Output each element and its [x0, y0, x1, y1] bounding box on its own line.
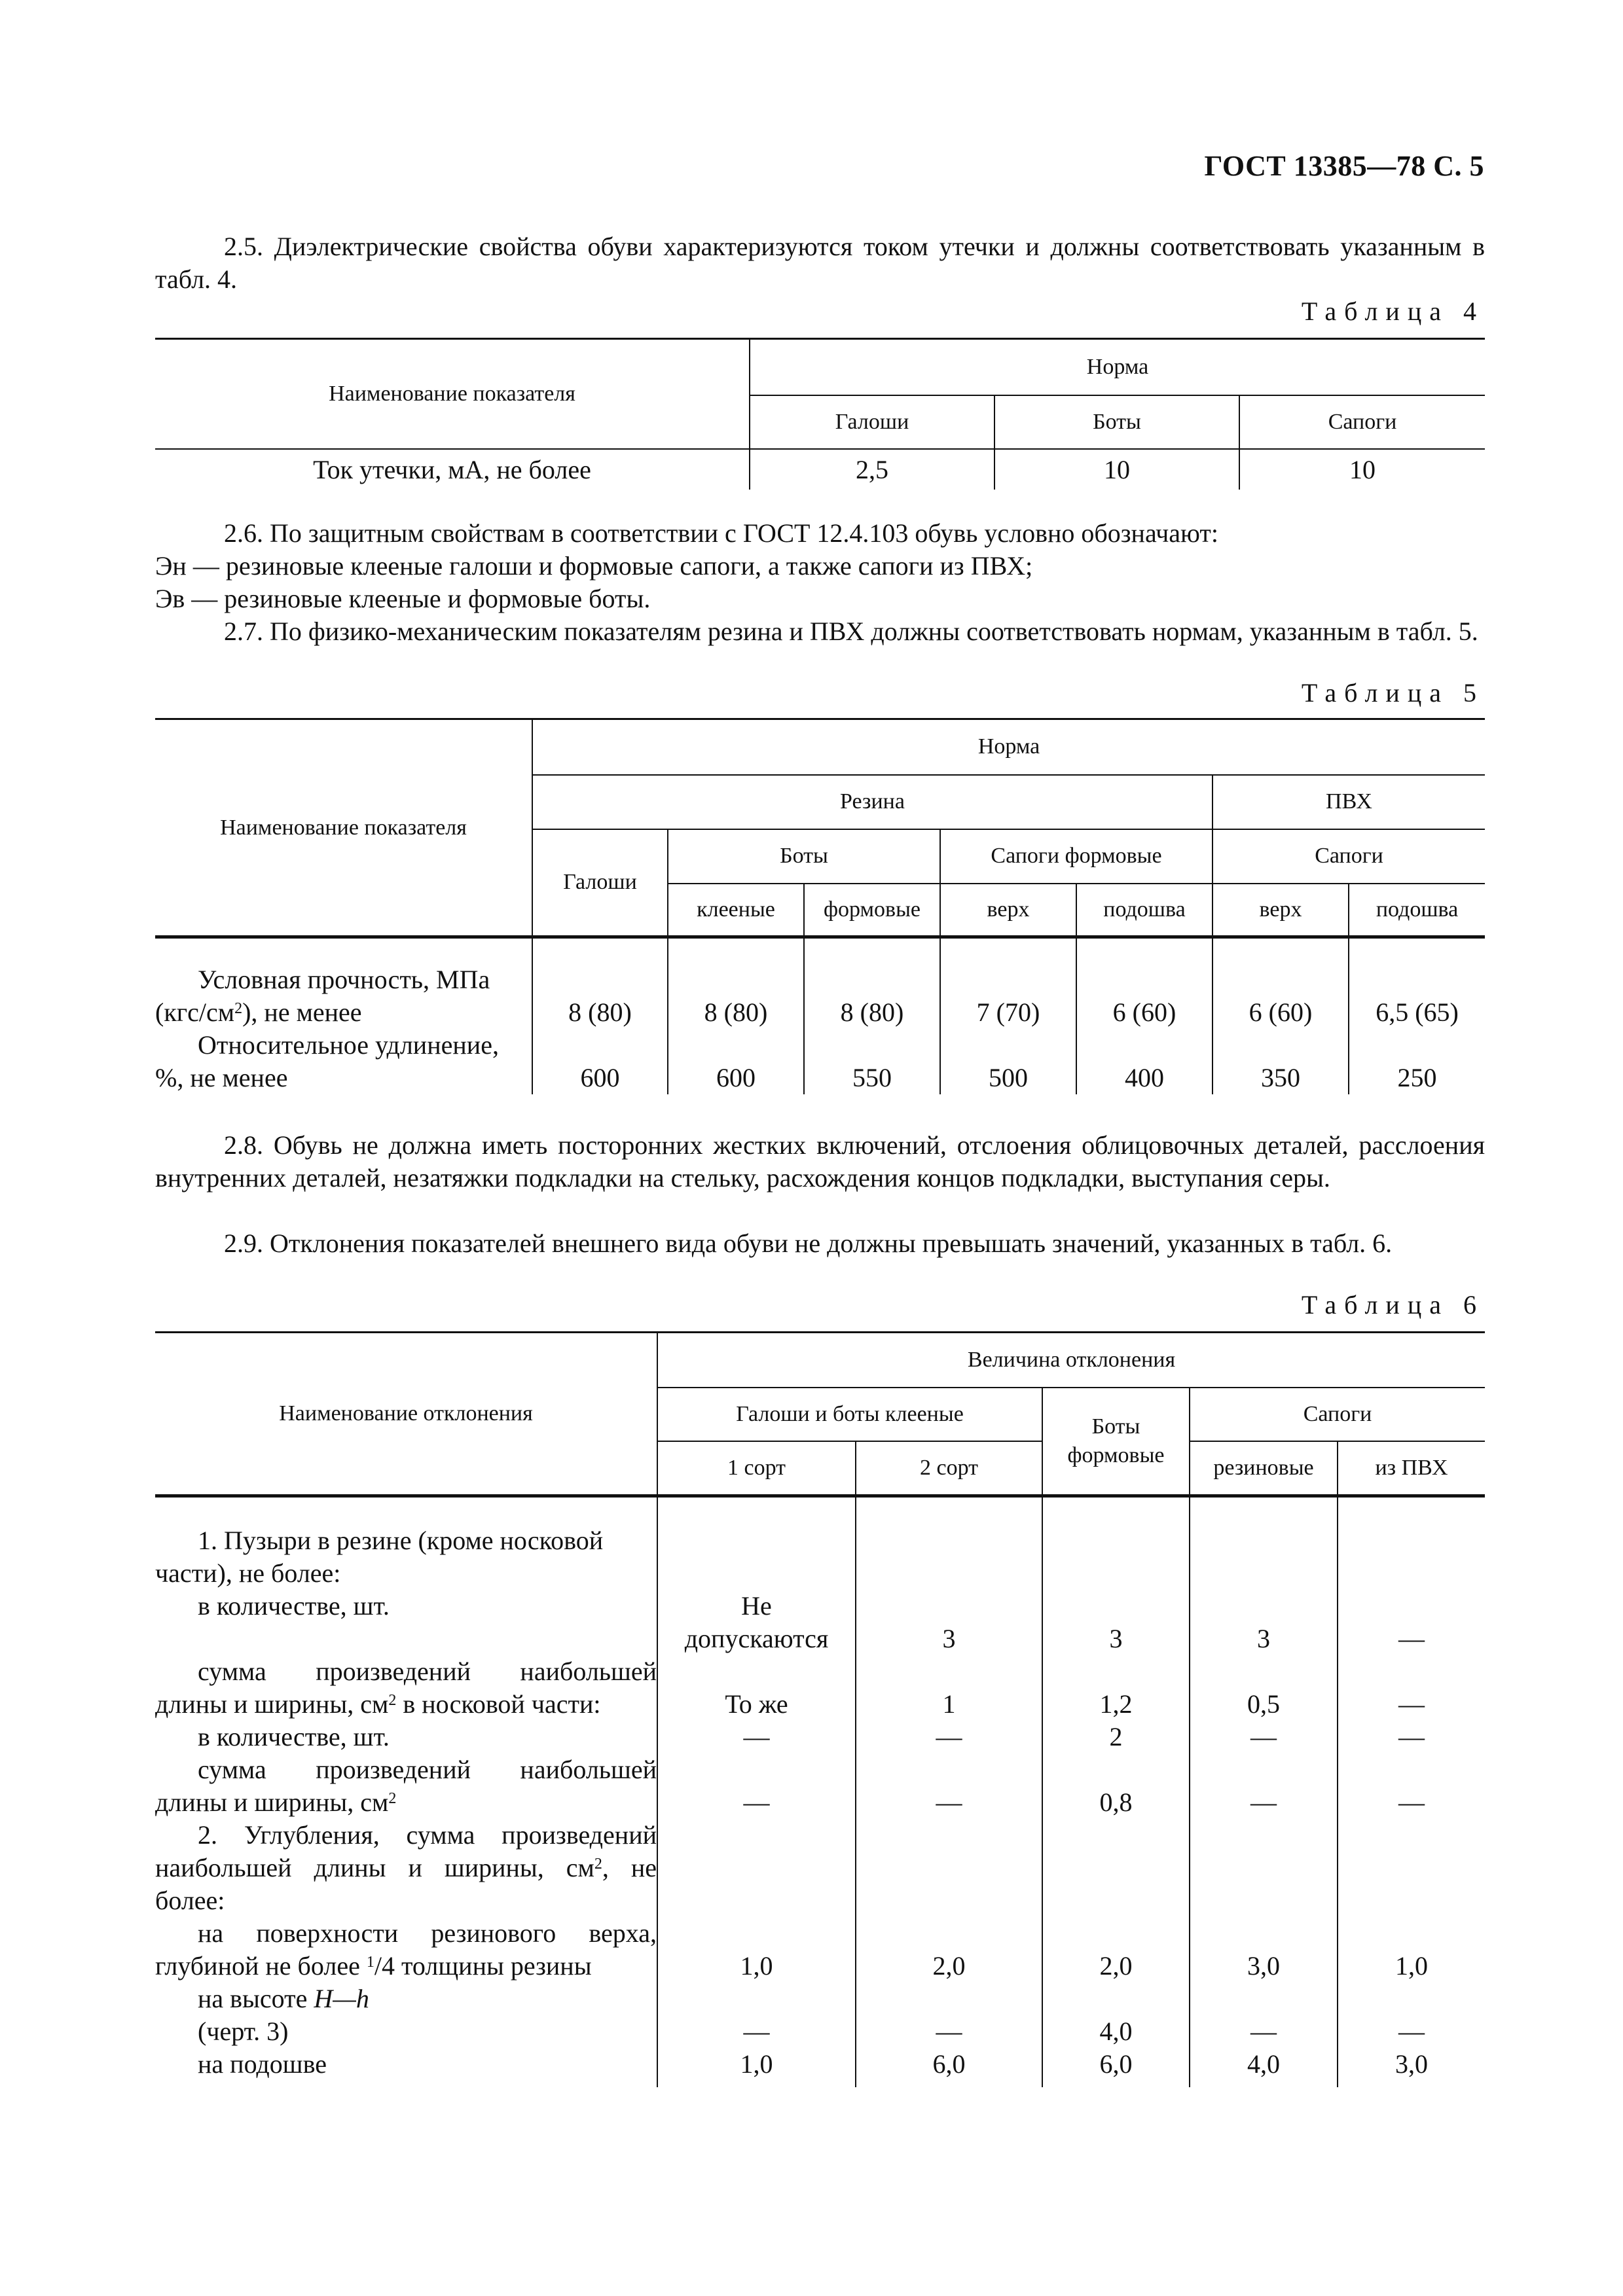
t6-cell: —	[1338, 1590, 1485, 1655]
table-5	[155, 718, 1485, 1094]
t6-r1b-label-cell	[155, 1655, 657, 1721]
t6-r2a-label-b: глубиной не более	[155, 1950, 367, 1981]
t5-row-strength-label	[155, 963, 532, 1029]
t6-r1d-label-b-wrap	[155, 1786, 657, 1819]
t6-cell: —	[1338, 1655, 1485, 1721]
t6-r1a-v1a: Не	[741, 1590, 772, 1621]
table-6-label: Таблица 6	[1301, 1290, 1484, 1319]
t5-cell: 8 (80)	[804, 963, 940, 1029]
t6-col-sort1: 1 сорт	[657, 1441, 856, 1496]
t6-cell: 4,0	[1190, 2048, 1338, 2087]
t6-cell: 3	[856, 1590, 1042, 1655]
t6-r1a-label: в количестве, шт.	[198, 1590, 390, 1621]
t6-col-pvc: из ПВХ	[1338, 1441, 1485, 1496]
t5-cell: 7 (70)	[940, 963, 1076, 1029]
t6-cell: 3,0	[1338, 2048, 1485, 2087]
t6-cell: —	[657, 1753, 856, 1819]
t6-col-molded-boots-text: Боты формовые	[1067, 1414, 1165, 1467]
t4-col-high-boots: Сапоги	[1239, 395, 1485, 449]
table-4	[155, 338, 1485, 490]
t5-col-pvc-boots: Сапоги	[1213, 829, 1485, 884]
t6-r1c-label-cell	[155, 1721, 657, 1753]
t5-row1-label-b-wrap	[155, 997, 362, 1027]
t5-cell: 600	[668, 1029, 804, 1094]
t4-col-galoshes: Галоши	[750, 395, 994, 449]
t6-r2a-label-a: на поверхности резинового верха,	[198, 1918, 657, 1948]
t6-col-rubber: резиновые	[1190, 1441, 1338, 1496]
t6-cell: 1,2	[1042, 1655, 1190, 1721]
t6-r2-title-cell	[155, 1819, 657, 1917]
t5-cell: 6 (60)	[1076, 963, 1213, 1029]
t6-r2b-label-h: H—h	[314, 1983, 369, 2013]
t5-sub-molded: формовые	[804, 884, 940, 937]
t6-cell: 1,0	[1338, 1917, 1485, 1982]
t6-r2b-label-a: на высоте	[198, 1983, 314, 2013]
t5-col-molded-boots: Сапоги формовые	[940, 829, 1213, 884]
t4-col-boots: Боты	[994, 395, 1239, 449]
t5-cell: 8 (80)	[668, 963, 804, 1029]
t6-r1-title: 1. Пузыри в резине (кроме носковой части), не более:	[155, 1525, 604, 1588]
t5-cell: 500	[940, 1029, 1076, 1094]
t5-header-name: Наименование показателя	[155, 719, 532, 937]
t4-header-norm: Норма	[750, 339, 1485, 395]
paragraph-2-6-ev: Эв — резиновые клееные и формовые боты.	[155, 584, 651, 613]
t5-cell: 350	[1213, 1029, 1349, 1094]
t6-cell: 3,0	[1190, 1917, 1338, 1982]
t6-r2a-frac-den: /4	[374, 1950, 395, 1981]
t5-row1-label-c: ), не менее	[242, 997, 362, 1027]
t5-sub-pvc-sole: подошва	[1349, 884, 1485, 937]
t6-cell: 2,0	[1042, 1917, 1190, 1982]
t6-col-galoshes-boots: Галоши и боты клееные	[657, 1388, 1042, 1441]
paragraph-2-7: 2.7. По физико-механическим показателям резина и ПВХ должны соответствовать нормам, указанным в табл. 5.	[224, 617, 1478, 646]
t6-cell: —	[1338, 1753, 1485, 1819]
t6-r1d-label-b: длины и ширины, см	[155, 1787, 389, 1817]
t6-r2-title-c: , не	[602, 1852, 657, 1882]
t6-r1b-label-c: в носковой части:	[396, 1689, 601, 1719]
t5-row2-label-a: Относительное удлинение,	[198, 1030, 499, 1060]
t5-row2-label-b: %, не менее	[155, 1062, 288, 1092]
t6-r2-title-b: наибольшей длины и ширины, см	[155, 1852, 594, 1882]
t6-r2c-label: на подошве	[198, 2049, 327, 2079]
t5-cell: 550	[804, 1029, 940, 1094]
t6-cell: 0,5	[1190, 1655, 1338, 1721]
t6-header-value: Величина отклонения	[657, 1333, 1485, 1388]
t6-r1b-label-b-wrap	[155, 1688, 657, 1721]
t5-row1-label-b: (кгс/см	[155, 997, 235, 1027]
t6-col-boots: Сапоги	[1190, 1388, 1485, 1441]
t5-row1-label-a: Условная прочность, МПа	[198, 964, 490, 994]
t5-sub-glued: клееные	[668, 884, 804, 937]
table-4-label: Таблица 4	[1301, 296, 1484, 326]
paragraph-2-8: 2.8. Обувь не должна иметь посторонних жестких включений, отслоения облицовочных деталей, расслоения внутренних деталей, незатяжки подкладки на стельку, расхождения концов подкладки, выступания серы.	[155, 1130, 1485, 1193]
t4-cell: 10	[1239, 449, 1485, 490]
t6-cell: 1,0	[657, 2048, 856, 2087]
t5-sub-top: верх	[940, 884, 1076, 937]
t6-r1b-label-a: сумма произведений наибольшей	[198, 1656, 657, 1686]
t6-cell: —	[1190, 1982, 1338, 2048]
t6-cell: 0,8	[1042, 1753, 1190, 1819]
paragraph-2-6: 2.6. По защитным свойствам в соответствии с ГОСТ 12.4.103 обувь условно обозначают:	[224, 518, 1218, 548]
t6-r1d-sup: 2	[388, 1789, 397, 1807]
t6-cell: —	[1190, 1753, 1338, 1819]
table-5-label: Таблица 5	[1301, 678, 1484, 708]
t6-r2-title-d: более:	[155, 1885, 225, 1915]
t6-r1b-label-b: длины и ширины, см	[155, 1689, 389, 1719]
t6-r1d-label-a: сумма произведений наибольшей	[198, 1754, 657, 1784]
t6-cell: 2	[1042, 1721, 1190, 1753]
t6-cell: —	[1338, 1982, 1485, 2048]
t5-cell: 250	[1349, 1029, 1485, 1094]
t6-cell: —	[657, 1721, 856, 1753]
t5-header-norm: Норма	[532, 719, 1485, 775]
t4-cell: 10	[994, 449, 1239, 490]
t6-r2-title-b-wrap	[155, 1852, 657, 1884]
t6-r2b-label-b: (черт. 3)	[198, 2016, 289, 2046]
page-header: ГОСТ 13385—78 С. 5	[1204, 150, 1484, 182]
t6-cell: 6,0	[1042, 2048, 1190, 2087]
t6-r2-title-a: 2. Углубления, сумма произведений	[198, 1820, 657, 1850]
t5-sub-sole: подошва	[1076, 884, 1213, 937]
t6-cell: 3	[1042, 1590, 1190, 1655]
t6-cell: 4,0	[1042, 1982, 1190, 2048]
paragraph-2-6-en: Эн — резиновые клееные галоши и формовые сапоги, а также сапоги из ПВХ;	[155, 551, 1033, 581]
t5-col-boots: Боты	[668, 829, 940, 884]
t5-col-galoshes: Галоши	[532, 829, 668, 937]
t6-cell: —	[856, 1721, 1042, 1753]
t6-r2a-label-cell	[155, 1917, 657, 1982]
t6-cell: —	[856, 1753, 1042, 1819]
t6-cell: —	[1338, 1721, 1485, 1753]
paragraph-2-5: 2.5. Диэлектрические свойства обуви характеризуются током утечки и должны соответствовать указанным в табл. 4.	[155, 232, 1485, 294]
paragraph-2-9: 2.9. Отклонения показателей внешнего вида обуви не должны превышать значений, указанных в табл. 6.	[224, 1229, 1393, 1258]
t6-col-sort2: 2 сорт	[856, 1441, 1042, 1496]
t5-cell: 8 (80)	[532, 963, 668, 1029]
t5-sub-pvc-top: верх	[1213, 884, 1349, 937]
t6-r2a-frac-num: 1	[366, 1953, 374, 1971]
t6-cell: То же	[657, 1655, 856, 1721]
t5-cell: 400	[1076, 1029, 1213, 1094]
t6-r1c-label: в количестве, шт.	[198, 1721, 390, 1751]
t6-r1a-cell-1	[657, 1590, 856, 1655]
t6-r1a-label-cell	[155, 1590, 657, 1655]
t6-cell: —	[657, 1982, 856, 2048]
t5-cell: 600	[532, 1029, 668, 1094]
t6-r2-sup: 2	[594, 1855, 602, 1873]
t5-cell: 6,5 (65)	[1349, 963, 1485, 1029]
t6-r2b-label-a-wrap	[155, 1982, 657, 2015]
t6-cell: 2,0	[856, 1917, 1042, 1982]
t6-col-molded-boots	[1042, 1388, 1190, 1496]
t4-cell: 2,5	[750, 449, 994, 490]
t5-row1-sup: 2	[234, 999, 243, 1017]
t5-header-pvc: ПВХ	[1213, 775, 1485, 829]
t5-header-rubber: Резина	[532, 775, 1213, 829]
t6-cell: 1	[856, 1655, 1042, 1721]
t6-cell: 3	[1190, 1590, 1338, 1655]
t4-row-label: Ток утечки, мА, не более	[313, 454, 591, 484]
t6-cell: 1,0	[657, 1917, 856, 1982]
t6-r1a-v1b: допускаются	[684, 1623, 829, 1653]
t6-r2a-label-b-wrap	[155, 1950, 657, 1982]
t5-row-elongation-label	[155, 1029, 532, 1094]
t6-r2c-label-cell	[155, 2048, 657, 2087]
t5-cell: 6 (60)	[1213, 963, 1349, 1029]
t6-r1d-label-cell	[155, 1753, 657, 1819]
t6-cell: —	[1190, 1721, 1338, 1753]
t6-r2a-label-c: толщины резины	[394, 1950, 592, 1981]
t6-header-name: Наименование отклонения	[155, 1333, 657, 1496]
t6-r1b-sup: 2	[388, 1691, 397, 1709]
table-6	[155, 1331, 1485, 2087]
t6-r2b-label-cell	[155, 1982, 657, 2048]
t6-cell: 6,0	[856, 2048, 1042, 2087]
t4-header-name: Наименование показателя	[155, 339, 750, 449]
t6-cell: —	[856, 1982, 1042, 2048]
